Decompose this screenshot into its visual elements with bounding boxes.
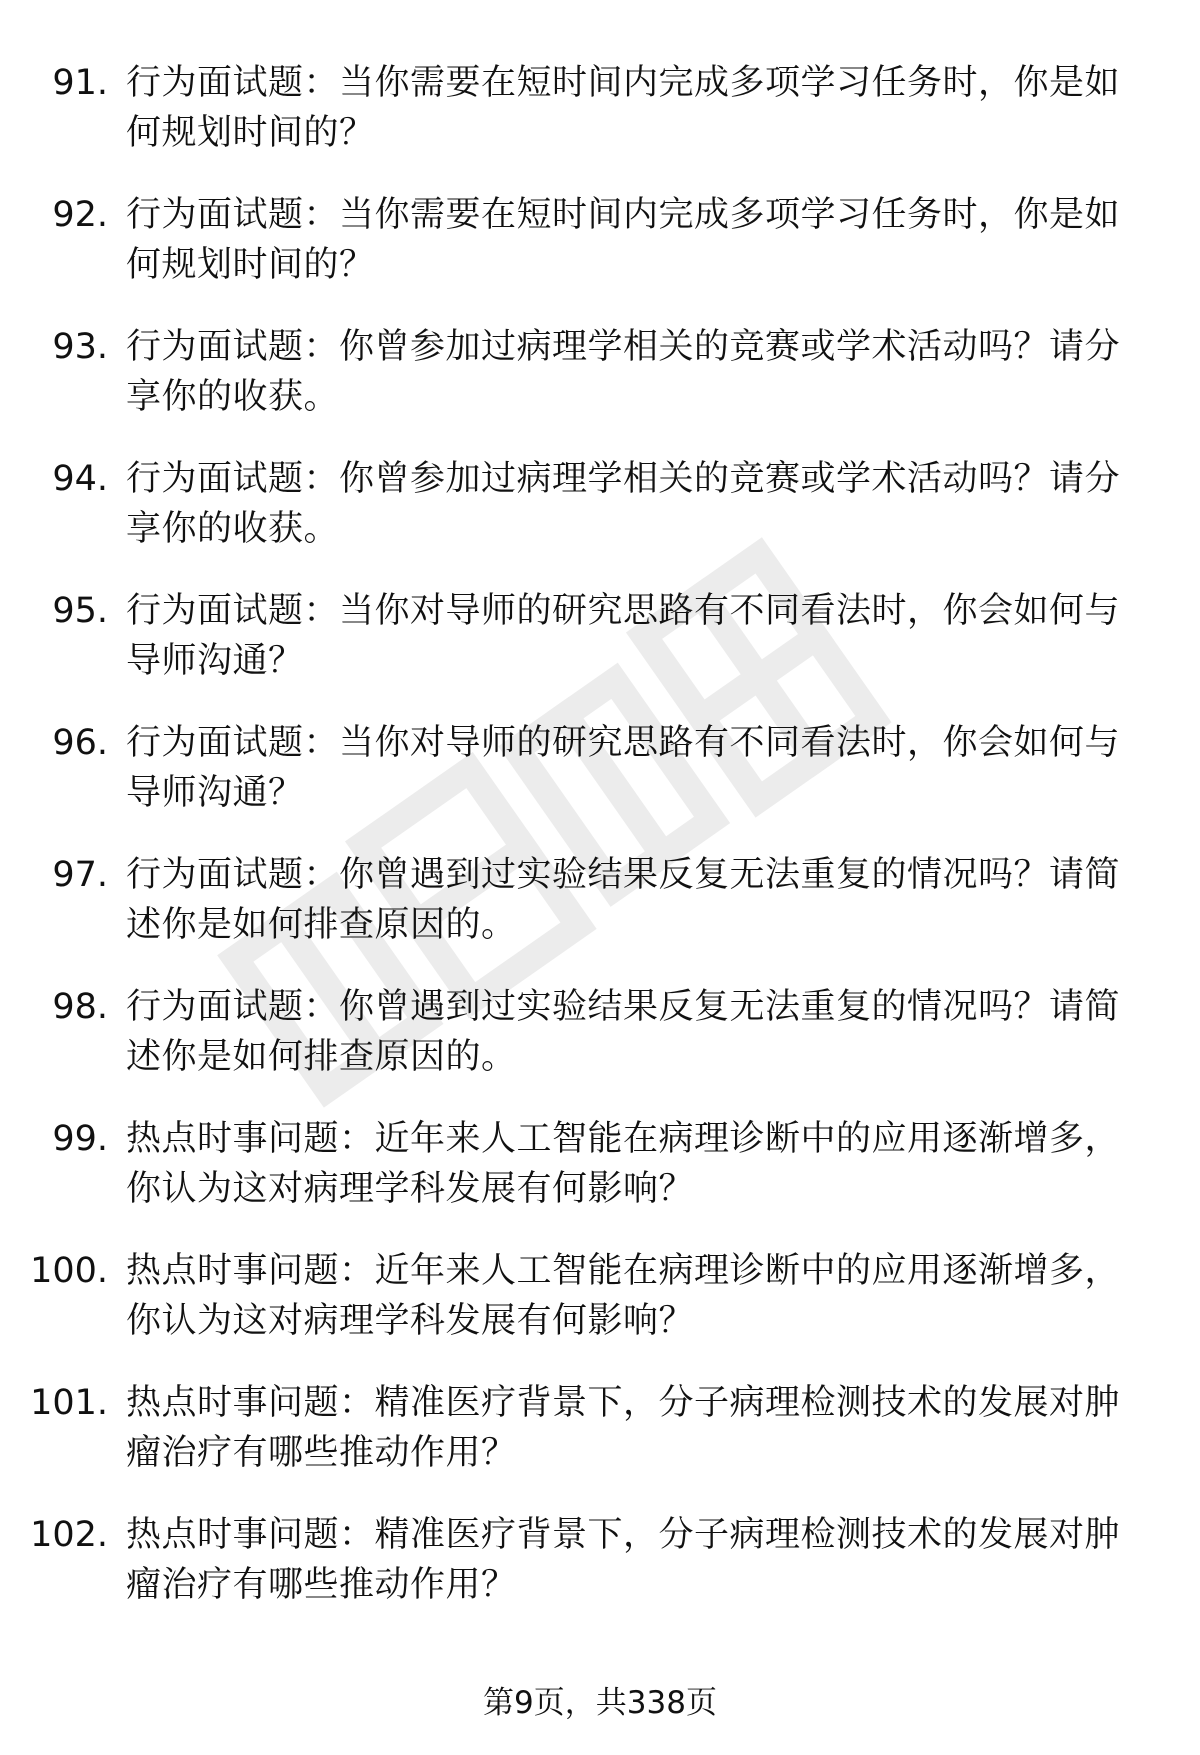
- question-text: 热点时事问题：近年来人工智能在病理诊断中的应用逐渐增多，你认为这对病理学科发展有何影响？: [126, 1119, 1121, 1209]
- question-number: 92.: [52, 195, 108, 235]
- question-list: [0, 58, 1200, 1642]
- question-number: 101.: [30, 1383, 108, 1423]
- question-number: 94.: [52, 459, 108, 499]
- question-number: 102.: [30, 1515, 108, 1555]
- question-number: 93.: [52, 327, 108, 367]
- list-item: [0, 586, 1200, 718]
- list-item: [0, 58, 1200, 190]
- page-footer: 第9页，共338页: [483, 1685, 717, 1721]
- question-number: 99.: [52, 1119, 108, 1159]
- list-item: [0, 1114, 1200, 1246]
- list-item: [0, 982, 1200, 1114]
- question-number: 98.: [52, 987, 108, 1027]
- list-item: [0, 1378, 1200, 1510]
- question-text: 行为面试题：当你需要在短时间内完成多项学习任务时，你是如何规划时间的？: [126, 63, 1121, 153]
- question-text: 行为面试题：当你对导师的研究思路有不同看法时，你会如何与导师沟通？: [126, 723, 1121, 813]
- question-text: 热点时事问题：近年来人工智能在病理诊断中的应用逐渐增多，你认为这对病理学科发展有何影响？: [126, 1251, 1121, 1341]
- list-item: [0, 322, 1200, 454]
- list-item: [0, 850, 1200, 982]
- question-text: 行为面试题：你曾参加过病理学相关的竞赛或学术活动吗？请分享你的收获。: [126, 327, 1121, 417]
- question-number: 95.: [52, 591, 108, 631]
- question-text: 行为面试题：当你需要在短时间内完成多项学习任务时，你是如何规划时间的？: [126, 195, 1121, 285]
- question-text: 行为面试题：你曾参加过病理学相关的竞赛或学术活动吗？请分享你的收获。: [126, 459, 1121, 549]
- question-text: 行为面试题：你曾遇到过实验结果反复无法重复的情况吗？请简述你是如何排查原因的。: [126, 987, 1121, 1077]
- question-number: 100.: [30, 1251, 108, 1291]
- question-number: 91.: [52, 63, 108, 103]
- list-item: [0, 1510, 1200, 1642]
- list-item: [0, 454, 1200, 586]
- question-text: 行为面试题：当你对导师的研究思路有不同看法时，你会如何与导师沟通？: [126, 591, 1121, 681]
- list-item: [0, 1246, 1200, 1378]
- list-item: [0, 718, 1200, 850]
- question-text: 热点时事问题：精准医疗背景下，分子病理检测技术的发展对肿瘤治疗有哪些推动作用？: [126, 1515, 1121, 1605]
- question-number: 97.: [52, 855, 108, 895]
- question-text: 热点时事问题：精准医疗背景下，分子病理检测技术的发展对肿瘤治疗有哪些推动作用？: [126, 1383, 1121, 1473]
- question-number: 96.: [52, 723, 108, 763]
- question-text: 行为面试题：你曾遇到过实验结果反复无法重复的情况吗？请简述你是如何排查原因的。: [126, 855, 1121, 945]
- list-item: [0, 190, 1200, 322]
